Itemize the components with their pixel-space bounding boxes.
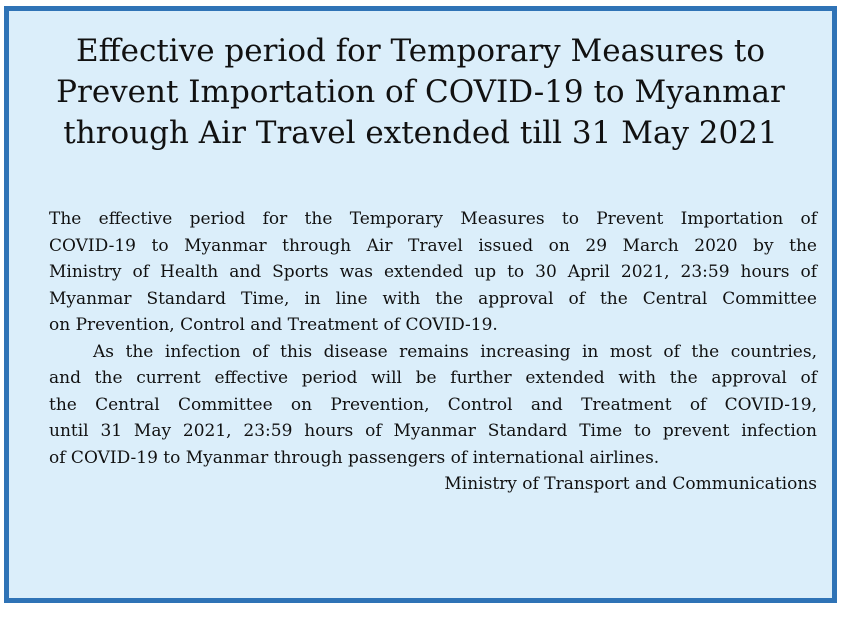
headline-line: Prevent Importation of COVID-19 to Myanmar [56, 74, 785, 110]
paragraph-1 [49, 206, 817, 339]
body-line: of COVID-19 to Myanmar through passengers of international airlines. [49, 447, 660, 468]
body-line: the Central Committee on Prevention, Control and Treatment of COVID-19, [49, 394, 817, 415]
notice-box [4, 6, 837, 603]
headline-line: through Air Travel extended till 31 May 2021 [63, 115, 778, 151]
paragraph-2 [49, 339, 817, 472]
body-line: until 31 May 2021, 23:59 hours of Myanmar Standard Time to prevent infection [49, 421, 817, 441]
body-line: As the infection of this disease remains increasing in most of the countries, [93, 341, 817, 362]
body-line: Ministry of Health and Sports was extended up to 30 April 2021, 23:59 hours of [49, 262, 817, 282]
headline-line: Effective period for Temporary Measures to [75, 33, 766, 69]
body-line: The effective period for the Temporary Measures to Prevent Importation of [49, 209, 817, 229]
body-line: COVID-19 to Myanmar through Air Travel issued on 29 March 2020 by the [49, 235, 817, 256]
headline [9, 31, 832, 154]
article-body [49, 206, 817, 498]
body-line: on Prevention, Control and Treatment of COVID-19. [49, 315, 498, 335]
body-line: and the current effective period will be further extended with the approval of [49, 368, 817, 388]
body-line: Myanmar Standard Time, in line with the approval of the Central Committee [49, 288, 817, 309]
signature: Ministry of Transport and Communications [444, 474, 817, 494]
